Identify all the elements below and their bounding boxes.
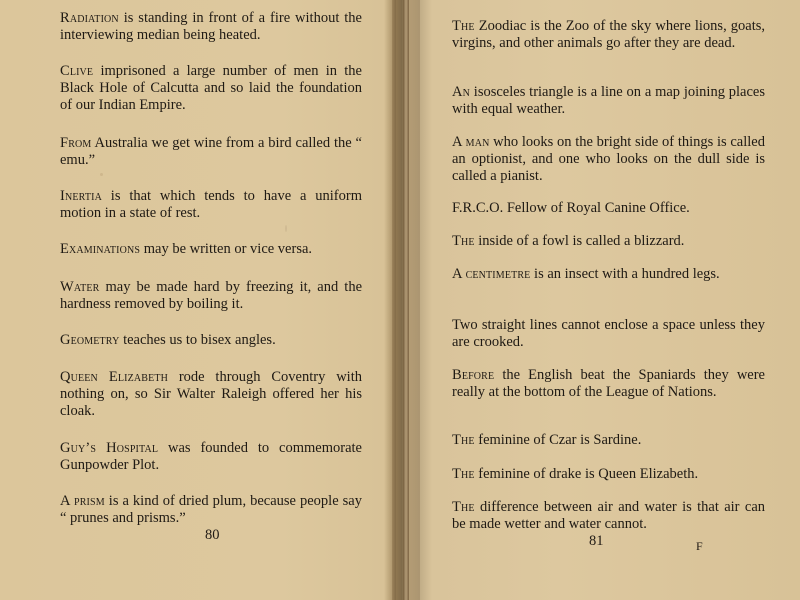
entry-lead: Water: [60, 279, 100, 295]
entry-air-and-water: [452, 499, 765, 533]
entry-lead: An: [452, 84, 470, 100]
entry-zoodiac: [452, 18, 765, 52]
entry-text: may be made hard by freezing it, and the hardness removed by boiling it.: [60, 279, 362, 312]
entry-text: feminine of Czar is Sardine.: [474, 432, 642, 448]
entry-czar: [452, 432, 765, 449]
entry-spaniards: [452, 367, 765, 401]
page-number-right: 81: [589, 533, 604, 549]
entry-text: was founded to commemorate Gunpowder Plot.: [60, 440, 362, 473]
entry-lead: The: [452, 233, 475, 249]
spine-binding-thread: [403, 0, 409, 600]
signature-mark: F: [696, 539, 703, 553]
entry-lead: The: [452, 466, 475, 482]
entry-prism: [60, 493, 362, 527]
entry-drake: [452, 466, 765, 483]
entry-examinations: [60, 241, 362, 258]
entry-lead: Geometry: [60, 332, 120, 348]
entry-text: teaches us to bisex angles.: [119, 332, 276, 348]
entry-text: Zoodiac is the Zoo of the sky where lions, goats, virgins, and other animals go after they are dead.: [452, 18, 765, 51]
entry-clive: [60, 63, 362, 114]
entry-straight-lines: [452, 317, 765, 351]
left-page: [0, 0, 392, 600]
entry-from-australia: [60, 135, 362, 169]
entry-text: may be written or vice versa.: [140, 241, 313, 257]
entry-lead: Examinations: [60, 241, 141, 257]
entry-text: difference between air and water is that air can be made wetter and water cannot.: [452, 499, 765, 532]
entry-lead: The: [452, 18, 475, 34]
entry-inertia: [60, 188, 362, 222]
entry-text: isosceles triangle is a line on a map joining places with equal weather.: [452, 84, 765, 117]
entry-lead: Before: [452, 367, 495, 383]
entry-lead: The: [452, 432, 475, 448]
entry-water: [60, 279, 362, 313]
entry-fowl: [452, 233, 765, 250]
entry-lead: Guy’s Hospital: [60, 440, 159, 456]
entry-lead: Radiation: [60, 10, 119, 26]
entry-text: is that which tends to have a uniform motion in a state of rest.: [60, 188, 362, 221]
entry-lead: The: [452, 499, 475, 515]
entry-text: imprisoned a large number of men in the Black Hole of Calcutta and so laid the foundation of our Indian Empire.: [60, 63, 362, 113]
entry-lead: Queen Elizabeth: [60, 369, 168, 385]
entry-text: feminine of drake is Queen Elizabeth.: [474, 466, 699, 482]
entry-guys-hospital: [60, 440, 362, 474]
entry-text: is a kind of dried plum, because people say “ prunes and prisms.”: [60, 493, 362, 526]
right-page: [410, 0, 800, 600]
entry-radiation: [60, 10, 362, 44]
entry-centimetre: [452, 266, 765, 283]
entry-lead: A prism: [60, 493, 105, 509]
entry-text: rode through Coventry with nothing on, so Sir Walter Raleigh offered her his cloak.: [60, 369, 362, 419]
entry-text: is standing in front of a fire without the interviewing median being heated.: [60, 10, 362, 43]
entry-lead: Clive: [60, 63, 94, 79]
entry-text: F.R.C.O. Fellow of Royal Canine Office.: [452, 200, 690, 216]
entry-geometry: [60, 332, 362, 349]
entry-optionist: [452, 134, 765, 185]
entry-text: Two straight lines cannot enclose a space unless they are crooked.: [452, 317, 765, 350]
entry-text: inside of a fowl is called a blizzard.: [474, 233, 685, 249]
entry-lead: A centimetre: [452, 266, 531, 282]
entry-isosceles-triangle: [452, 84, 765, 118]
entry-text: Australia we get wine from a bird called the “ emu.”: [60, 135, 362, 168]
entry-lead: Inertia: [60, 188, 102, 204]
page-number-left: 80: [205, 527, 220, 543]
entry-lead: A man: [452, 134, 490, 150]
entry-text: the English beat the Spaniards they were really at the bottom of the League of Nations.: [452, 367, 765, 400]
entry-text: who looks on the bright side of things is called an optionist, and one who looks on the dull side is called a pianist.: [452, 134, 765, 184]
entry-frco: [452, 200, 765, 217]
entry-lead: From: [60, 135, 92, 151]
entry-queen-elizabeth: [60, 369, 362, 420]
entry-text: is an insect with a hundred legs.: [530, 266, 720, 282]
